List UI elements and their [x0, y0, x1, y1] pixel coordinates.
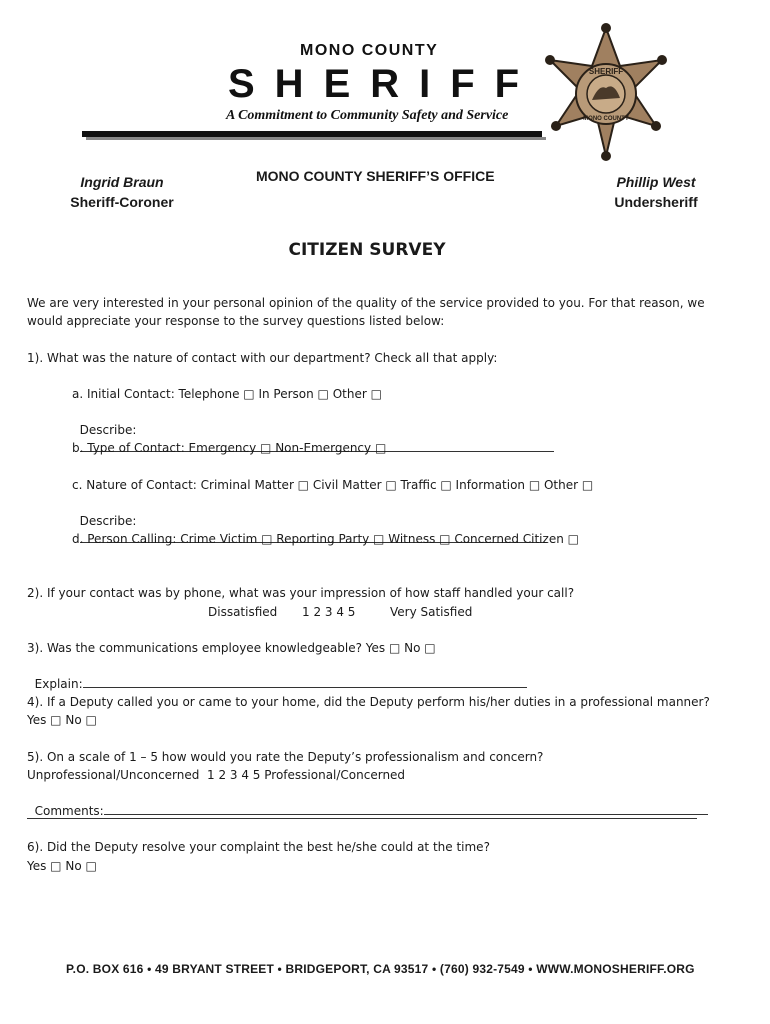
explain-label: Explain:: [34, 677, 83, 691]
explain-field[interactable]: [83, 675, 527, 688]
question-2: 2). If your contact was by phone, what was your impression of how staff handled your call?: [27, 586, 575, 600]
question-1: 1). What was the nature of contact with our department? Check all that apply:: [27, 351, 498, 365]
q2-satisfied-label: Very Satisfied: [390, 605, 473, 619]
survey-title: CITIZEN SURVEY: [288, 240, 446, 260]
undersheriff-title: Undersheriff: [614, 194, 698, 210]
question-3-explain-row: [27, 657, 527, 693]
question-1b[interactable]: b. Type of Contact: Emergency □ Non-Emergency □: [72, 441, 387, 455]
badge-text-top: SHERIFF: [588, 67, 624, 76]
question-1c[interactable]: c. Nature of Contact: Criminal Matter □ Civil Matter □ Traffic □ Information □ Other □: [72, 478, 594, 492]
question-6: 6). Did the Deputy resolve your complaint the best he/she could at the time?: [27, 840, 490, 854]
survey-intro: We are very interested in your personal opinion of the quality of the service provided to you. For that reason, we would appreciate your response to the survey questions listed below:: [27, 296, 705, 328]
question-1a[interactable]: a. Initial Contact: Telephone □ In Person □ Other □: [72, 387, 382, 401]
header-rule-shadow: [86, 137, 546, 140]
sheriff-title: Sheriff-Coroner: [70, 194, 174, 210]
describe-label: Describe:: [79, 423, 137, 437]
q2-rating-scale[interactable]: 1 2 3 4 5: [302, 605, 356, 619]
office-title: MONO COUNTY SHERIFF’S OFFICE: [256, 168, 495, 184]
comments-label: Comments:: [34, 804, 104, 818]
question-5-scale[interactable]: Unprofessional/Unconcerned 1 2 3 4 5 Professional/Concerned: [27, 768, 406, 782]
sheriff-block: [62, 172, 182, 212]
comments-field-line-2[interactable]: [27, 818, 697, 819]
sheriff-name: Ingrid Braun: [80, 174, 164, 190]
tagline: A Commitment to Community Safety and Service: [226, 108, 509, 123]
county-heading: MONO COUNTY: [300, 42, 439, 59]
question-3[interactable]: 3). Was the communications employee knowledgeable? Yes □ No □: [27, 641, 436, 655]
header-rule: [82, 131, 542, 137]
footer-address: P.O. BOX 616 • 49 BRYANT STREET • BRIDGEPORT, CA 93517 • (760) 932-7549 • WWW.MONOSHERIFF.ORG: [66, 962, 695, 976]
badge-text-bottom: MONO COUNTY: [583, 116, 629, 122]
question-5: 5). On a scale of 1 – 5 how would you rate the Deputy’s professionalism and concern?: [27, 750, 544, 764]
question-6-answer[interactable]: Yes □ No □: [27, 859, 97, 873]
undersheriff-block: [600, 172, 712, 212]
undersheriff-name: Phillip West: [616, 174, 696, 190]
question-5-comments-row: [27, 784, 708, 820]
q2-dissatisfied-label: Dissatisfied: [208, 605, 278, 619]
question-1d[interactable]: d. Person Calling: Crime Victim □ Reporting Party □ Witness □ Concerned Citizen □: [72, 532, 579, 546]
sheriff-heading: SHERIFF: [228, 62, 540, 106]
describe-label: Describe:: [79, 514, 137, 528]
comments-field[interactable]: [104, 802, 708, 815]
sheriff-star-badge-icon: [544, 22, 668, 162]
question-4-answer[interactable]: Yes □ No □: [27, 713, 97, 727]
question-4: 4). If a Deputy called you or came to your home, did the Deputy perform his/her duties in a professional manner?: [27, 695, 710, 709]
